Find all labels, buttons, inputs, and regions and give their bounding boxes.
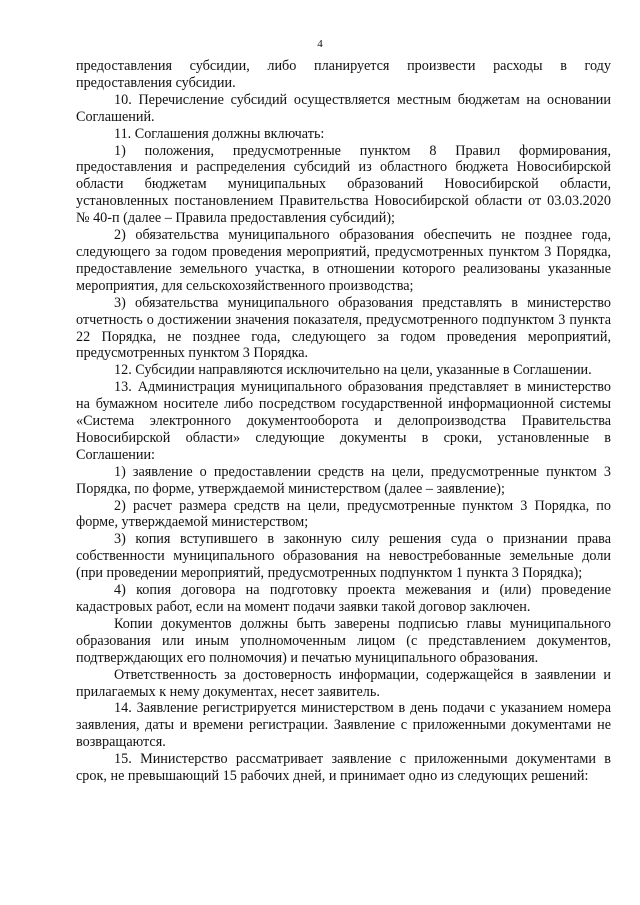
paragraph-copies: Копии документов должны быть заверены подписью главы муниципального образования или иным уполномоченным лицом (с представлением документов, подтверждающих его полномочия) и печатью муниципального образования. xyxy=(76,615,611,666)
paragraph-13-item-3: 3) копия вступившего в законную силу решения суда о признании права собственности муниципального образования на невостребованные земельные доли (при проведении мероприятий, предусмотренных подпунктом 1 пункта 3 Порядка); xyxy=(76,531,611,582)
paragraph-15: 15. Министерство рассматривает заявление с приложенными документами в срок, не превышающий 15 рабочих дней, и принимает одно из следующих решений: xyxy=(76,751,611,785)
paragraph-11-item-1: 1) положения, предусмотренные пунктом 8 Правил формирования, предоставления и распределения субсидий из областного бюджета Новосибирской области бюджетам муниципальных образований Новосибирской области, установленных постановлением Правительства Новосибирской области от 03.03.2020 № 40-п (далее – Правила предоставления субсидий); xyxy=(76,142,611,227)
paragraph-11-item-3: 3) обязательства муниципального образования представлять в министерство отчетность о достижении значения показателя, предусмотренного подпунктом 3 пункта 22 Порядка, не позднее года, следующего за годом проведения мероприятий, предусмотренных пунктом 3 Порядка. xyxy=(76,294,611,362)
paragraph-10: 10. Перечисление субсидий осуществляется местным бюджетам на основании Соглашений. xyxy=(76,91,611,125)
paragraph-13: 13. Администрация муниципального образования представляет в министерство на бумажном носителе либо посредством государственной информационной системы «Система электронного документооборота и делопроизводства Правительства Новосибирской области» следующие документы в сроки, установленные в Соглашении: xyxy=(76,379,611,463)
paragraph-13-item-4: 4) копия договора на подготовку проекта межевания и (или) проведение кадастровых работ, если на момент подачи заявки такой договор заключен. xyxy=(76,582,611,615)
paragraph-continuation: предоставления субсидии, либо планируется произвести расходы в году предоставления субсидии. xyxy=(76,58,611,91)
paragraph-12: 12. Субсидии направляются исключительно на цели, указанные в Соглашении. xyxy=(114,362,592,379)
paragraph-13-item-2: 2) расчет размера средств на цели, предусмотренные пунктом 3 Порядка, по форме, утверждаемой министерством; xyxy=(76,497,611,531)
page-number: 4 xyxy=(317,38,323,50)
paragraph-13-item-1: 1) заявление о предоставлении средств на цели, предусмотренные пунктом 3 Порядка, по форме, утверждаемой министерством (далее – заявление); xyxy=(76,463,611,497)
paragraph-responsibility: Ответственность за достоверность информации, содержащейся в заявлении и прилагаемых к нему документах, несет заявитель. xyxy=(76,666,611,700)
document-body xyxy=(76,58,611,785)
paragraph-14: 14. Заявление регистрируется министерством в день подачи с указанием номера заявления, даты и времени регистрации. Заявление с приложенными документами не возвращаются. xyxy=(76,700,611,751)
paragraph-11-item-2: 2) обязательства муниципального образования обеспечить не позднее года, следующего за годом проведения мероприятий, предусмотренных пунктом 3 Порядка, предоставление земельного участка, в отношении которого реализованы указанные мероприятия, для сельскохозяйственного производства; xyxy=(76,227,611,294)
paragraph-11: 11. Соглашения должны включать: xyxy=(114,125,325,142)
